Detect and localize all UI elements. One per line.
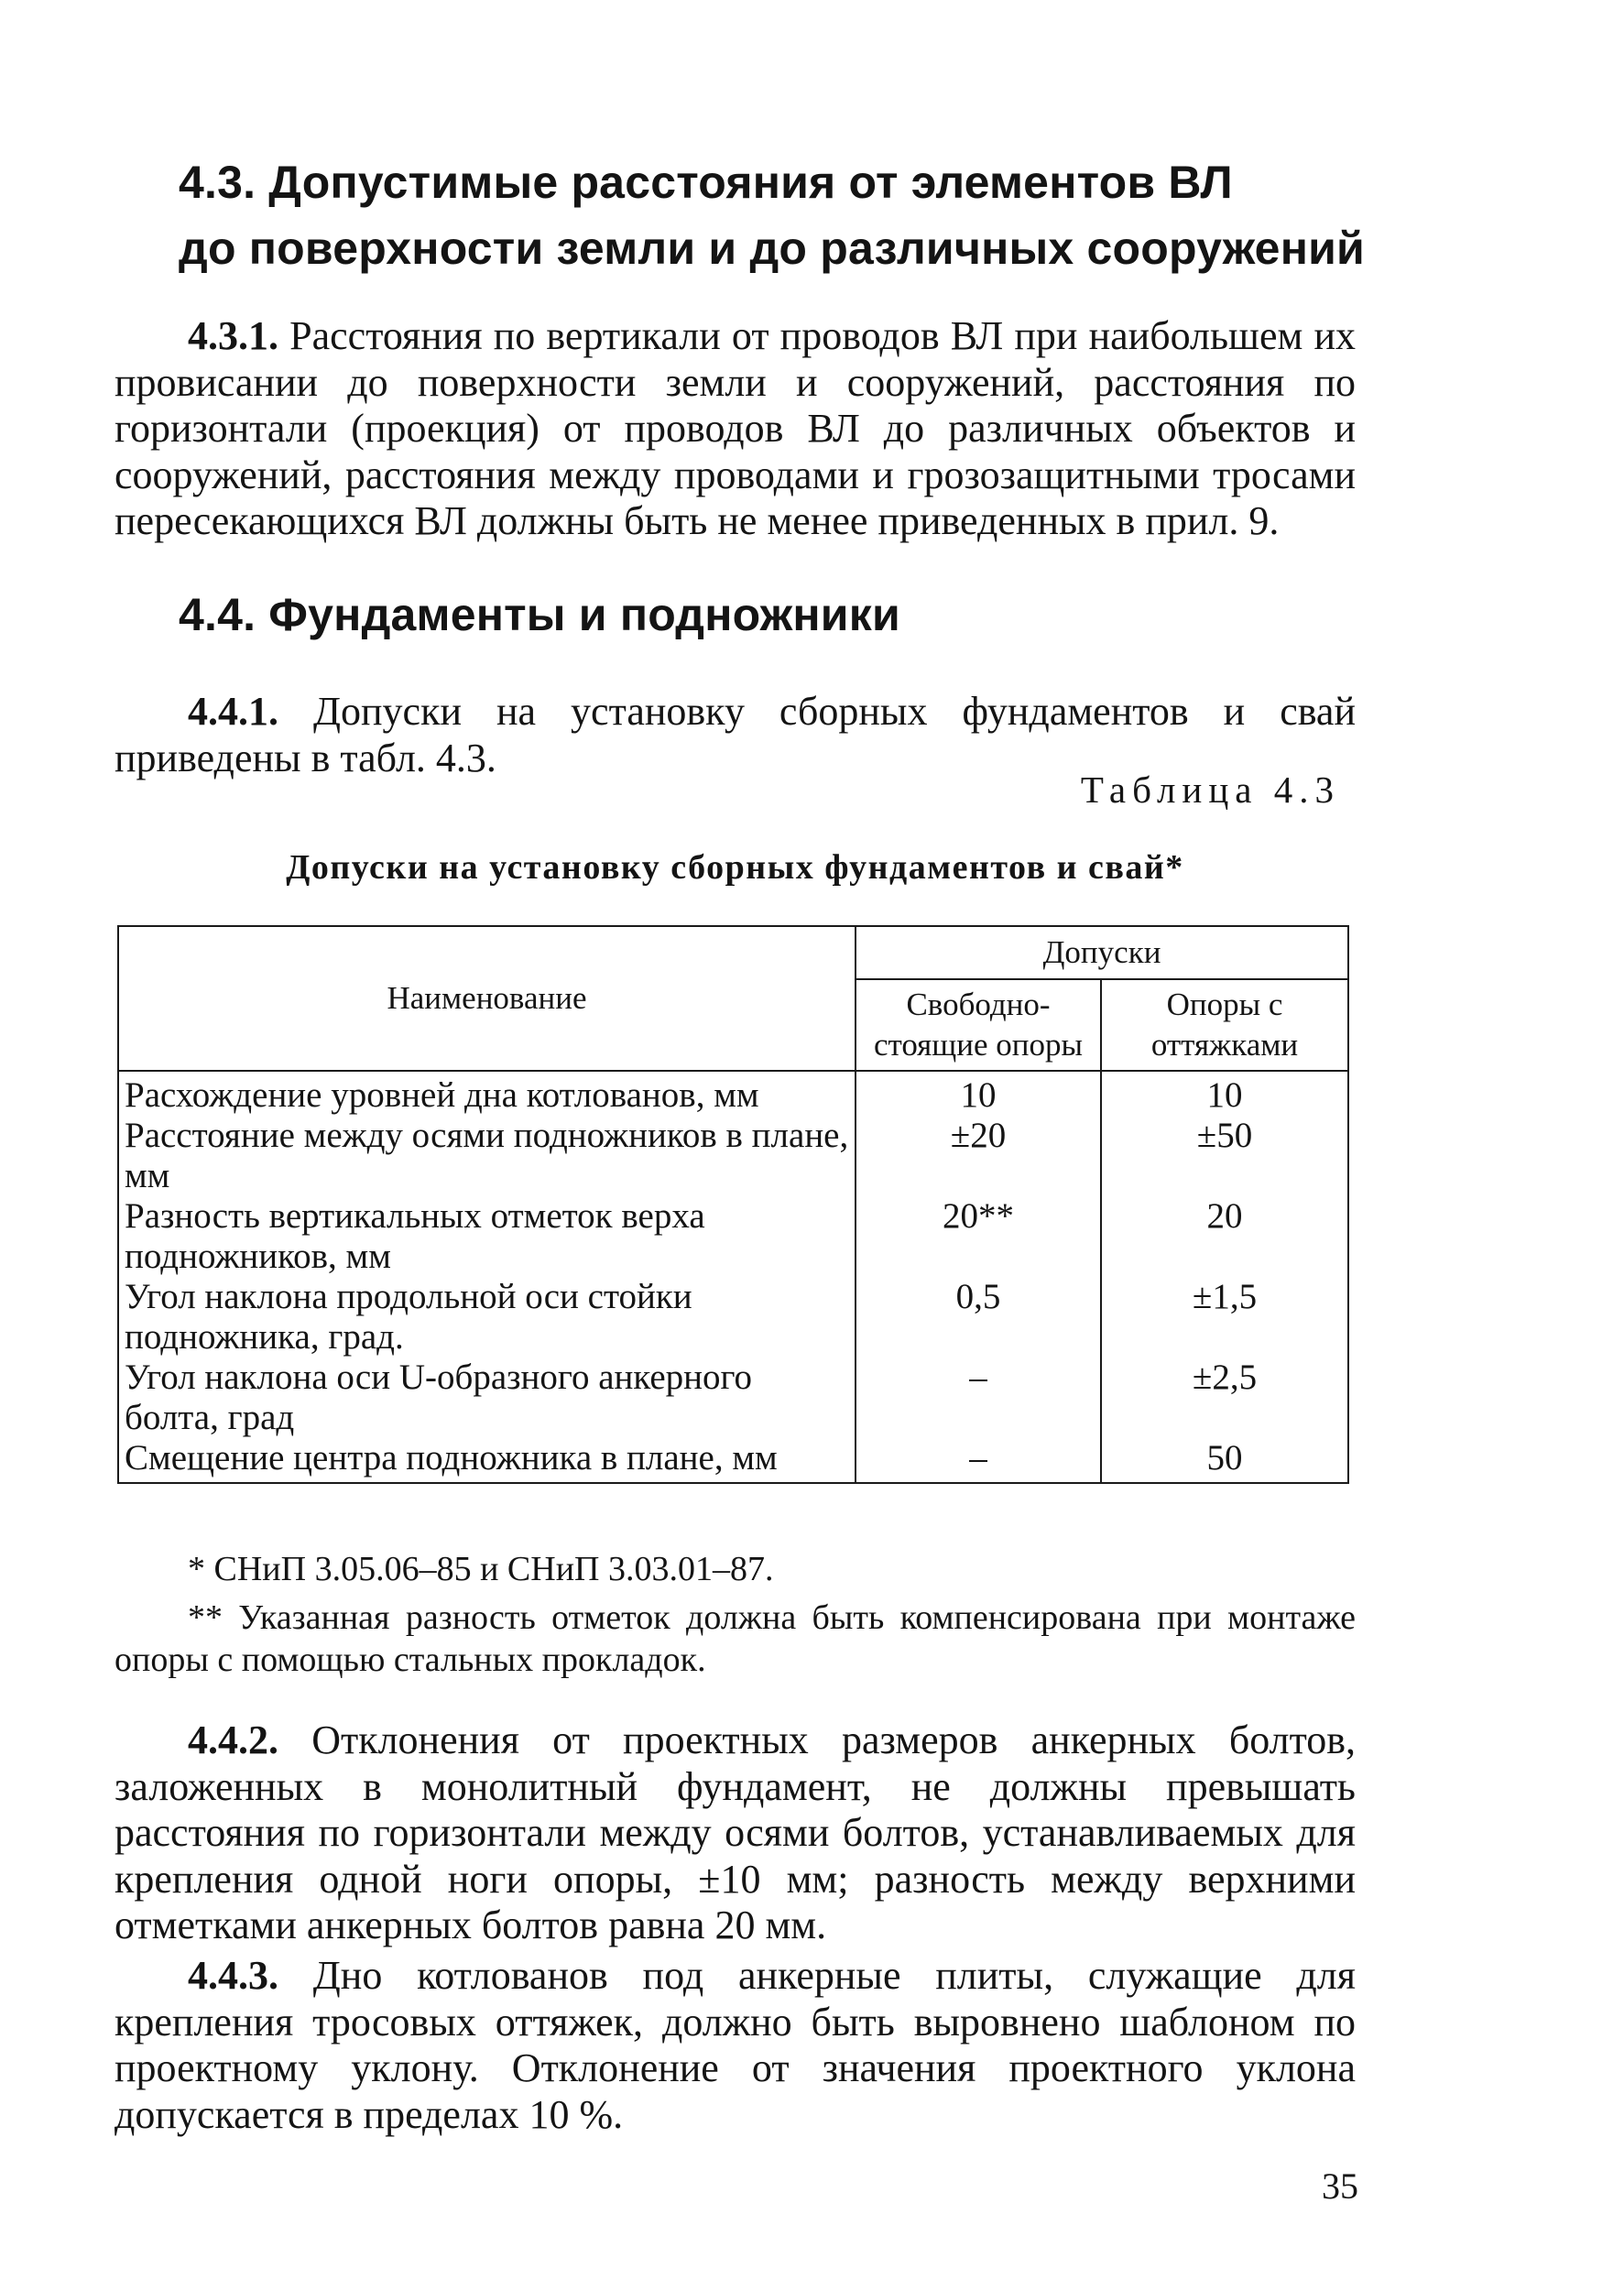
paragraph-text: Отклонения от проектных размеров анкерных болтов, заложенных в монолитный фундамент, не должны превышать расстояния по горизонтали между осями болтов, устанавливаемых для крепления одной ноги опоры, ±10 мм; разность между верхними отметками анкерных болтов равна 20 мм. bbox=[114, 1718, 1357, 1947]
value-free-standing: 0,5 bbox=[856, 1277, 1101, 1358]
clause-number: 4.4.1. bbox=[188, 689, 278, 734]
footnote-1: * СНиП 3.05.06–85 и СНиП 3.03.01–87. bbox=[188, 1550, 774, 1588]
heading-line: до поверхности земли и до различных сооружений bbox=[179, 223, 1365, 274]
row-name: Расстояние между осями подножников в плане, мм bbox=[118, 1116, 856, 1196]
clause-number: 4.4.3. bbox=[188, 1953, 278, 1998]
row-name: Смещение центра подножника в плане, мм bbox=[118, 1438, 856, 1483]
value-guyed: ±1,5 bbox=[1101, 1277, 1348, 1358]
paragraph-4-4-2 bbox=[114, 1718, 1356, 1949]
table-row bbox=[118, 1438, 1348, 1483]
page-number: 35 bbox=[1322, 2165, 1358, 2207]
value-free-standing: – bbox=[856, 1438, 1101, 1483]
table-row bbox=[118, 1358, 1348, 1438]
value-free-standing: – bbox=[856, 1358, 1101, 1438]
value-free-standing: ±20 bbox=[856, 1116, 1101, 1196]
section-heading-4-4 bbox=[179, 582, 1388, 648]
heading-line: 4.3. Допустимые расстояния от элементов ВЛ bbox=[179, 157, 1233, 208]
value-guyed: 50 bbox=[1101, 1438, 1348, 1483]
value-guyed: 10 bbox=[1101, 1071, 1348, 1116]
row-name: Разность вертикальных отметок верха подножников, мм bbox=[118, 1196, 856, 1277]
value-guyed: 20 bbox=[1101, 1196, 1348, 1277]
row-name: Расхождение уровней дна котлованов, мм bbox=[118, 1071, 856, 1116]
clause-number: 4.3.1. bbox=[188, 313, 278, 358]
table-label: Таблица 4.3 bbox=[1080, 769, 1340, 811]
column-header-free-standing: Свободно-стоящие опоры bbox=[856, 979, 1101, 1071]
paragraph-4-4-3 bbox=[114, 1953, 1356, 2138]
table-row bbox=[118, 1116, 1348, 1196]
table-row bbox=[118, 1196, 1348, 1277]
value-free-standing: 10 bbox=[856, 1071, 1101, 1116]
heading-line: 4.4. Фундаменты и подножники bbox=[179, 589, 900, 640]
table-row bbox=[118, 1277, 1348, 1358]
paragraph-text: Допуски на установку сборных фундаментов и свай приведены в табл. 4.3. bbox=[114, 689, 1356, 780]
column-header-name: Наименование bbox=[118, 926, 856, 1071]
column-header-guyed: Опоры с оттяжками bbox=[1101, 979, 1348, 1071]
footnote-2: ** Указанная разность отметок должна быть компенсирована при монтаже опоры с помощью стальных прокладок. bbox=[114, 1598, 1356, 1679]
paragraph-4-3-1 bbox=[114, 313, 1356, 545]
clause-number: 4.4.2. bbox=[188, 1718, 278, 1762]
row-name: Угол наклона продольной оси стойки подножника, град. bbox=[118, 1277, 856, 1358]
paragraph-text: Дно котлованов под анкерные плиты, служащие для крепления тросовых оттяжек, должно быть выровнено шаблоном по проектному уклону. Отклонение от значения проектного уклона допускается в пределах 10 %. bbox=[114, 1953, 1357, 2137]
value-free-standing: 20** bbox=[856, 1196, 1101, 1277]
value-guyed: ±50 bbox=[1101, 1116, 1348, 1196]
section-heading-4-3 bbox=[179, 149, 1388, 281]
table-caption: Допуски на установку сборных фундаментов и свай* bbox=[286, 848, 1184, 887]
paragraph-text: Расстояния по вертикали от проводов ВЛ при наибольшем их провисании до поверхности земли и сооружений, расстояния по горизонтали (проекция) от проводов ВЛ до различных объектов и сооружений, расстояния между проводами и грозозащитными тросами пересекающихся ВЛ должны быть не менее приведенных в прил. 9. bbox=[114, 313, 1356, 543]
table-row bbox=[118, 1071, 1348, 1116]
row-name: Угол наклона оси U-образного анкерного болта, град bbox=[118, 1358, 856, 1438]
tolerance-table bbox=[117, 925, 1349, 1484]
column-header-group: Допуски bbox=[856, 926, 1348, 979]
value-guyed: ±2,5 bbox=[1101, 1358, 1348, 1438]
